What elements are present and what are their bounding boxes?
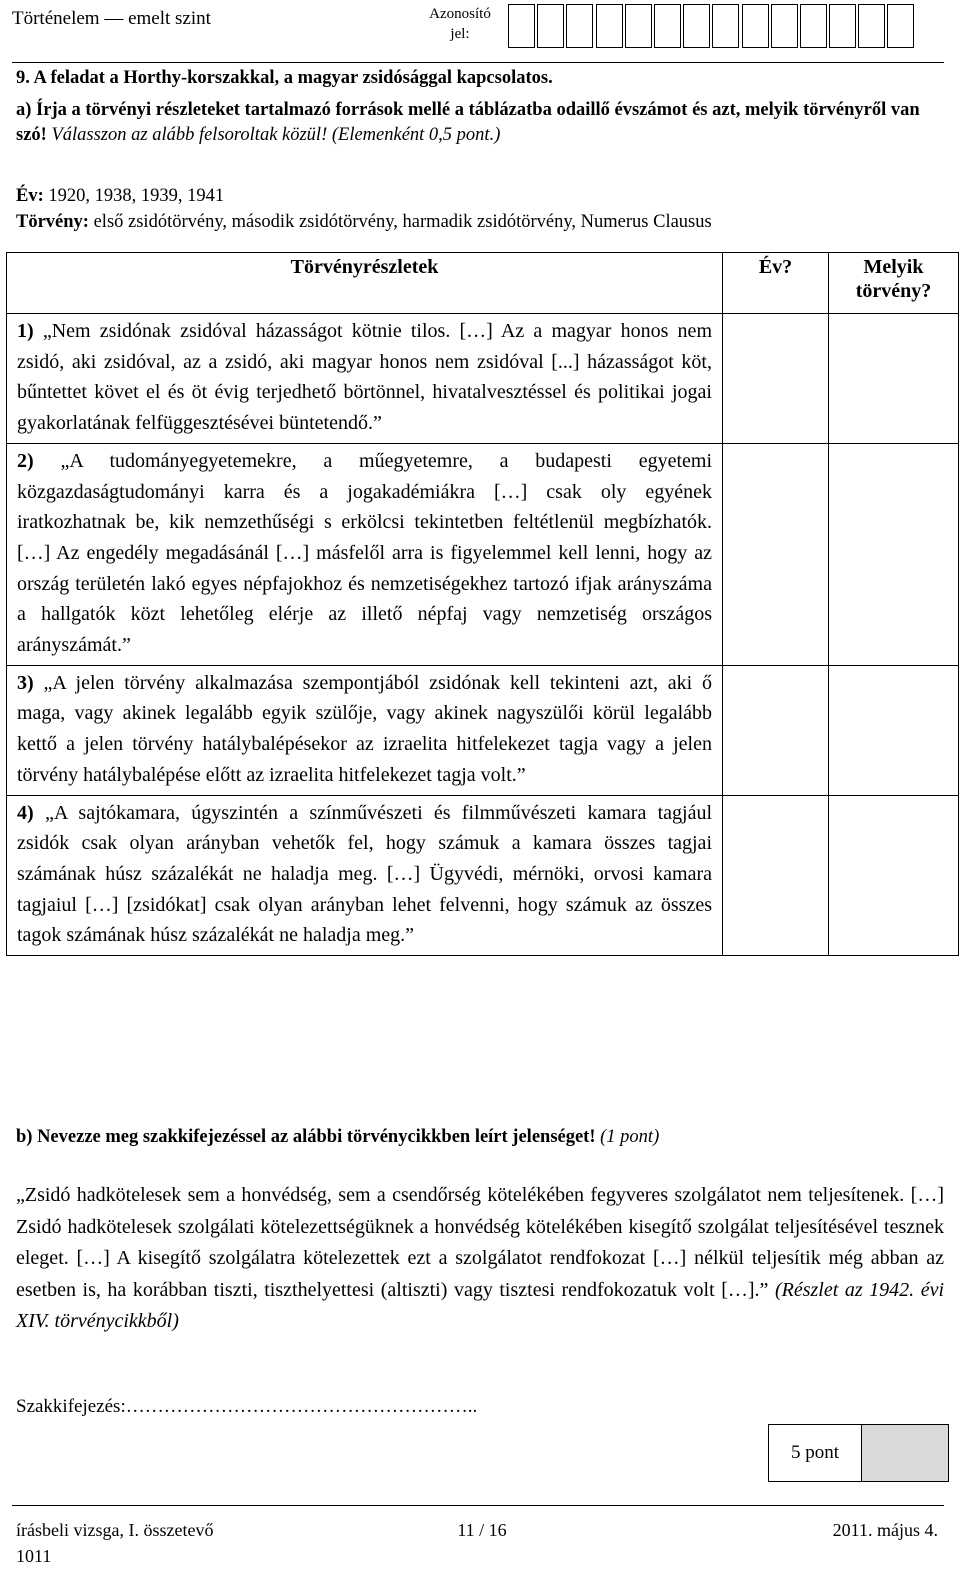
score-box [768,1424,949,1482]
id-digit-box[interactable] [858,4,885,48]
id-digit-box[interactable] [566,4,593,48]
table-row [7,443,959,665]
header-law: Melyik törvény? [829,253,959,314]
source-table [6,252,959,956]
law-answer-cell[interactable] [829,795,959,956]
id-digit-box[interactable] [829,4,856,48]
exam-date: 2011. május 4. [832,1520,938,1540]
header-year: Év? [723,253,829,314]
law-quote: „Zsidó hadkötelesek sem a honvédség, sem a csendőrség kötelékében fegyveres szolgálatot nem teljesítenek. […] Zsidó hadkötelesek szolgálati kötelezettségüknek a honvédség kötelékében kisegítő szolgálat teljesítésével tesznek eleget. […] A kisegítő szolgálatra kötelezettek ezt a szolgálatot rendfokozat […] nélkül teljesítik még abban az esetben is, ha korábban tiszti, tiszthelyettesi (altiszti) vagy tisztesi rendfokozatuk volt […].” (Részlet az 1942. évi XIV. törvénycikkből) [16,1184,945,1332]
header-excerpts: Törvényrészletek [7,253,723,314]
years-list: Év: 1920, 1938, 1939, 1941 [16,186,225,206]
footer-rule [12,1505,944,1506]
id-digit-box[interactable] [625,4,652,48]
excerpt-cell: 3) „A jelen törvény alkalmazása szempontjából zsidónak kell tekinteni azt, aki ő maga, vagy akinek legalább egyik szülője, vagy akinek nagyszülői körül legalább kettő a jelen törvény hatálybalépésekor az izraelita hitfelekezet tagja vagy a jelen törvény hatálybalépése előtt az izraelita hitfelekezet tagja volt.” [7,665,723,795]
id-label: Azonosító jel: [429,6,491,42]
page-number: 11 / 16 [457,1520,507,1540]
id-digit-box[interactable] [771,4,798,48]
id-digit-box[interactable] [887,4,914,48]
header-rule [12,62,944,63]
score-label: 5 pont [769,1425,862,1481]
subject-title: Történelem — emelt szint [12,8,211,29]
year-answer-cell[interactable] [723,665,829,795]
excerpt-cell: 2) „A tudományegyetemekre, a műegyetemre, a budapesti egyetemi közgazdaságtudományi karra és a jogakadémiákra […] csak oly egyének iratkozhatnak be, kik nemzethűségi s erkölcsi tekintetben feltétlenül megbízhatók. […] Az engedély megadásánál […] másfelől arra is figyelemmel kell lenni, hogy az ország területén lakó egyes népfajokhoz és nemzetiségekhez tartozó ifjak arányszáma a hallgatók közt lehetőleg elérje az illető népfaj vagy nemzetiség országos arányszámát.” [7,443,723,665]
excerpt-cell: 4) „A sajtókamara, úgyszintén a színművészeti és filmművészeti kamara tagjául zsidók csak olyan arányban vehetők fel, hogy számuk a kamara összes tagjai számának húsz százalékát ne haladja meg. […] Ügyvédi, mérnöki, orvosi kamara tagjaiul […] [zsidókat] csak olyan arányban lehet felvenni, hogy számuk az összes tagok számának húsz százalékát ne haladja meg.” [7,795,723,956]
law-answer-cell[interactable] [829,665,959,795]
id-digit-box[interactable] [654,4,681,48]
year-answer-cell[interactable] [723,443,829,665]
law-answer-cell[interactable] [829,314,959,444]
table-row [7,314,959,444]
id-digit-box[interactable] [537,4,564,48]
task-b-instruction: b) Nevezze meg szakkifejezéssel az alábbi törvénycikkben leírt jelenséget! (1 pont) [16,1127,660,1147]
laws-list: Törvény: első zsidótörvény, második zsidótörvény, harmadik zsidótörvény, Numerus Clausus [16,212,712,232]
id-digit-box[interactable] [508,4,535,48]
law-answer-cell[interactable] [829,443,959,665]
year-answer-cell[interactable] [723,314,829,444]
answer-line[interactable]: Szakkifejezés:……………………………………………….. [16,1396,478,1417]
excerpt-cell: 1) „Nem zsidónak zsidóval házasságot kötnie tilos. […] Az a magyar honos nem zsidó, aki zsidóval, az a zsidó, aki magyar honos nem zsidóval [...] házasságot köt, bűntettet követ el és öt évig terjedhető börtönnel, hivatalvesztéssel és politikai jogai gyakorlatának felfüggesztésévei büntetendő.” [7,314,723,444]
table-row [7,665,959,795]
id-digit-box[interactable] [742,4,769,48]
year-answer-cell[interactable] [723,795,829,956]
table-row [7,795,959,956]
task-title: 9. A feladat a Horthy-korszakkal, a magyar zsidósággal kapcsolatos. [16,68,553,88]
id-digit-box[interactable] [712,4,739,48]
task-a-instruction: a) Írja a törvényi részleteket tartalmazó források mellé a táblázatba odaillő évszámot és azt, melyik törvényről van szó! Válasszon az alább felsoroltak közül! (Elemenként 0,5 pont.) [16,100,920,145]
exam-code: 1011 [16,1546,52,1566]
id-digit-box[interactable] [800,4,827,48]
id-digit-box[interactable] [683,4,710,48]
score-entry-box[interactable] [862,1425,948,1481]
page-header [0,0,960,60]
id-boxes[interactable] [508,4,917,48]
id-digit-box[interactable] [596,4,623,48]
footer-exam-info: írásbeli vizsga, I. összetevő [16,1520,214,1540]
